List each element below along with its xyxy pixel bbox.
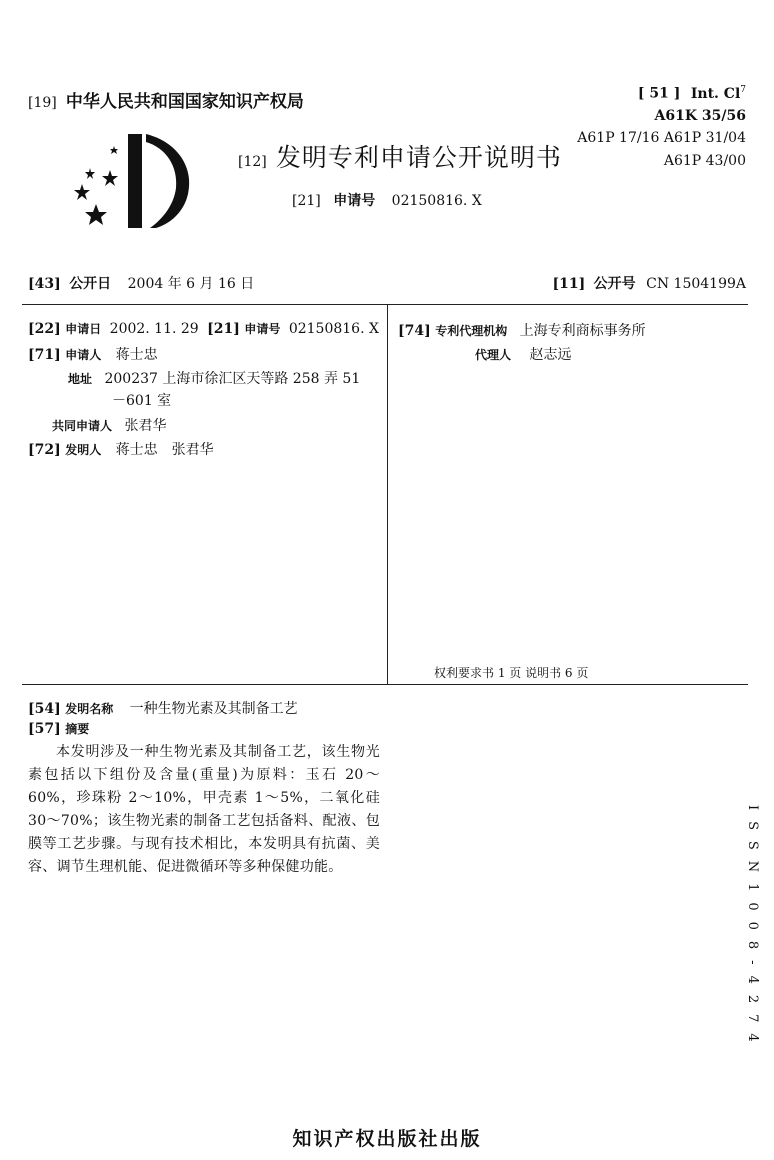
abstract-code: [57] — [28, 721, 61, 737]
applicant-label: 申请人 — [65, 348, 102, 362]
filing-code: [22] — [28, 321, 61, 337]
int-cl-code: [ 51 ] — [637, 85, 681, 102]
pub-no-line — [552, 273, 746, 293]
filing-date: 2002. 11. 29 — [109, 321, 199, 337]
inventor-line — [28, 439, 214, 459]
title-label: 发明名称 — [65, 702, 114, 716]
agency: 上海专利商标事务所 — [519, 323, 646, 339]
pub-date: 2004 年 6 月 16 日 — [127, 276, 255, 292]
sipo-emblem — [70, 128, 198, 228]
address-label: 地址 — [68, 372, 93, 386]
office-header — [28, 87, 304, 112]
int-cl-label: Int. Cl — [690, 85, 741, 102]
doc-type-title — [238, 138, 562, 174]
filing-label: 申请日 — [65, 322, 102, 336]
emblem-star-4 — [85, 168, 95, 179]
publisher-footer: 知识产权出版社出版 — [292, 1128, 482, 1150]
pub-date-code: [43] — [28, 276, 61, 292]
co-applicant: 张君华 — [124, 418, 167, 434]
pub-no-label: 公开号 — [593, 276, 636, 292]
agency-label: 专利代理机构 — [435, 324, 508, 338]
address-line2: －601 室 — [112, 393, 172, 409]
app-code: [21] — [207, 321, 240, 337]
office-code: [19] — [28, 95, 57, 111]
int-cl-main: A61K 35/56 — [654, 108, 746, 124]
abstract-heading — [28, 720, 89, 737]
agency-code: [74] — [398, 323, 431, 339]
divider-middle — [22, 684, 748, 685]
header-app-code: [21] — [292, 193, 321, 209]
agency-line — [398, 320, 646, 340]
header-app-number — [292, 190, 482, 210]
address-line1: 200237 上海市徐汇区天等路 258 弄 51 — [104, 371, 361, 387]
title-line — [28, 698, 298, 718]
agent-label: 代理人 — [475, 348, 512, 362]
issn-vertical: ISSN1008-4274 — [745, 805, 760, 1053]
inventors: 蒋士忠 张君华 — [115, 442, 214, 458]
emblem-star-3 — [102, 170, 118, 186]
emblem-star-5 — [110, 146, 118, 154]
page-count: 权利要求书 1 页 说明书 6 页 — [434, 666, 589, 680]
emblem-arc — [146, 134, 189, 228]
emblem-dark-shape — [128, 134, 142, 228]
int-cl-label-line — [638, 85, 746, 102]
title-code: [54] — [28, 701, 61, 717]
abstract-label: 摘要 — [65, 722, 90, 736]
pub-no-code: [11] — [552, 276, 586, 292]
app-label: 申请号 — [244, 322, 281, 336]
abstract-text: 本发明涉及一种生物光素及其制备工艺，该生物光素包括以下组份及含量(重量)为原料：玉石 20～60%，珍珠粉 2～10%，甲壳素 1～5%，二氧化硅 30～70%；该生物光素的制备工艺包括备料、配液、包膜等工艺步骤。与现有技术相比，本发明具有抗菌、美容、调节生理机能、促进微循环等多种保健功能。 — [28, 744, 380, 875]
divider-top — [22, 304, 748, 305]
office-name: 中华人民共和国国家知识产权局 — [65, 92, 304, 112]
emblem-star-2 — [74, 184, 90, 200]
applicant-code: [71] — [28, 347, 61, 363]
pub-no: CN 1504199A — [646, 276, 746, 292]
pub-date-line — [28, 273, 254, 293]
int-cl-sup: 7 — [740, 85, 746, 95]
inventor-label: 发明人 — [65, 443, 102, 457]
pub-date-label: 公开日 — [69, 276, 112, 292]
doc-type-code: [12] — [238, 154, 267, 170]
applicant: 蒋士忠 — [115, 347, 158, 363]
divider-vertical — [387, 304, 388, 684]
int-cl-line2: A61P 17/16 A61P 31/04 — [577, 130, 746, 146]
doc-type: 发明专利申请公开说明书 — [275, 143, 562, 172]
int-cl-line3: A61P 43/00 — [663, 153, 746, 169]
co-applicant-line — [52, 415, 166, 435]
co-applicant-label: 共同申请人 — [52, 419, 113, 433]
app-no: 02150816. X — [288, 321, 379, 337]
emblem-star-1 — [85, 204, 107, 225]
filing-line — [28, 320, 379, 337]
header-app-label: 申请号 — [333, 193, 376, 209]
applicant-line — [28, 344, 158, 364]
invention-title: 一种生物光素及其制备工艺 — [129, 701, 298, 717]
address-line — [68, 368, 360, 388]
inventor-code: [72] — [28, 442, 61, 458]
agent-line — [475, 344, 571, 364]
agent: 赵志远 — [529, 347, 572, 363]
header-app-value: 02150816. X — [391, 193, 482, 209]
